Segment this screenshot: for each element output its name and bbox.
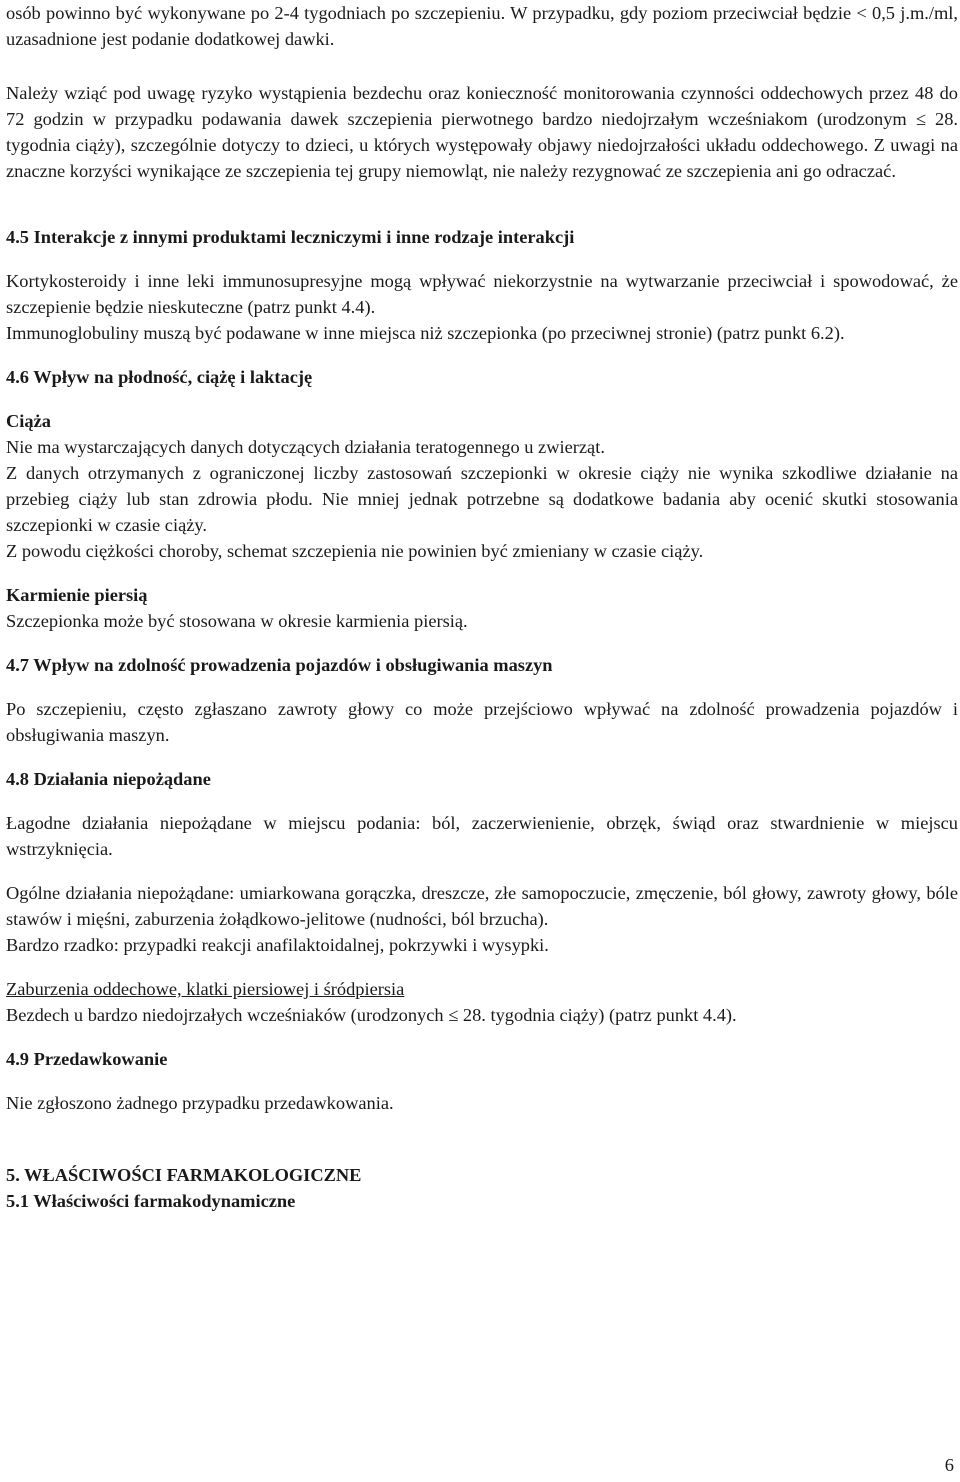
section-4-6-paragraph-2: Z danych otrzymanych z ograniczonej liczby zastosowań szczepionki w okresie ciąży nie wynika szkodliwe działanie na przebieg ciąży lub stan zdrowia płodu. Nie mniej jednak potrzebne są dodatkowe badania aby ocenić skutki stosowania szczepionki w czasie ciąży. — [6, 463, 958, 535]
section-4-5-paragraph-1: Kortykosteroidy i inne leki immunosupresyjne mogą wpływać niekorzystnie na wytwarzanie przeciwciał i spowodować, że szczepienie będzie nieskuteczne (patrz punkt 4.4). — [6, 271, 958, 317]
section-4-6-heading: 4.6 Wpływ na płodność, ciążę i laktację — [6, 367, 313, 387]
section-4-9-heading: 4.9 Przedawkowanie — [6, 1049, 168, 1069]
section-4-8-paragraph-2: Ogólne działania niepożądane: umiarkowana gorączka, dreszcze, złe samopoczucie, zmęczenie, ból głowy, zawroty głowy, bóle stawów i mięśni, zaburzenia żołądkowo-jelitowe (nudności, ból brzucha). — [6, 883, 958, 929]
section-4-7-heading: 4.7 Wpływ na zdolność prowadzenia pojazdów i obsługiwania maszyn — [6, 655, 553, 675]
section-4-6-paragraph-1: Nie ma wystarczających danych dotyczących działania teratogennego u zwierząt. — [6, 437, 605, 457]
document-page — [6, 0, 958, 1214]
section-4-7-paragraph-1: Po szczepieniu, często zgłaszano zawroty głowy co może przejściowo wpływać na zdolność prowadzenia pojazdów i obsługiwania maszyn. — [6, 699, 958, 745]
less-equal-symbol: ≤ — [448, 1005, 459, 1025]
section-4-6-subheading-pregnancy: Ciąża — [6, 411, 51, 431]
section-4-8-heading: 4.8 Działania niepożądane — [6, 769, 211, 789]
less-equal-symbol: ≤ — [915, 109, 926, 129]
section-5-heading: 5. WŁAŚCIWOŚCI FARMAKOLOGICZNE — [6, 1165, 362, 1185]
section-4-8-paragraph-1: Łagodne działania niepożądane w miejscu podania: ból, zaczerwienienie, obrzęk, świąd oraz stwardnienie w miejscu wstrzyknięcia. — [6, 813, 958, 859]
section-5-1-heading: 5.1 Właściwości farmakodynamiczne — [6, 1191, 296, 1211]
section-4-8-paragraph-4 — [6, 1002, 958, 1028]
paragraph-apnea-risk-part1: Należy wziąć pod uwagę ryzyko wystąpienia bezdechu oraz konieczność monitorowania czynności oddechowych przez 48 do 72 godzin w przypadku podawania dawek szczepienia pierwotnego bardzo niedojrzałym wcześniakom (urodzonym — [6, 83, 958, 129]
section-4-5-heading: 4.5 Interakcje z innymi produktami leczniczymi i inne rodzaje interakcji — [6, 227, 575, 247]
section-4-6-paragraph-3: Z powodu ciężkości choroby, schemat szczepienia nie powinien być zmieniany w czasie ciąży. — [6, 541, 704, 561]
page-number: 6 — [944, 1455, 954, 1475]
paragraph-antibody-level: osób powinno być wykonywane po 2-4 tygodniach po szczepieniu. W przypadku, gdy poziom przeciwciał będzie < 0,5 j.m./ml, uzasadnione jest podanie dodatkowej dawki. — [6, 3, 958, 49]
section-4-6-paragraph-4: Szczepionka może być stosowana w okresie karmienia piersią. — [6, 611, 468, 631]
section-4-8-paragraph-4-part2: 28. tygodnia ciąży) (patrz punkt 4.4). — [458, 1005, 737, 1025]
section-4-8-subheading-respiratory: Zaburzenia oddechowe, klatki piersiowej i śródpiersia — [6, 979, 405, 999]
section-4-8-paragraph-4-part1: Bezdech u bardzo niedojrzałych wcześniaków (urodzonych — [6, 1005, 449, 1025]
paragraph-apnea-risk-part2: 28. tygodnia ciąży), szczególnie dotyczy to dzieci, u których występowały objawy niedojrzałości układu oddechowego. Z uwagi na znaczne korzyści wynikające ze szczepienia tej grupy niemowląt, nie należy rezygnować ze szczepienia ani go odraczać. — [6, 109, 958, 181]
section-4-5-paragraph-2: Immunoglobuliny muszą być podawane w inne miejsca niż szczepionka (po przeciwnej stronie) (patrz punkt 6.2). — [6, 323, 845, 343]
section-4-6-subheading-breastfeeding: Karmienie piersią — [6, 585, 148, 605]
section-4-8-paragraph-3: Bardzo rzadko: przypadki reakcji anafilaktoidalnej, pokrzywki i wysypki. — [6, 935, 549, 955]
paragraph-apnea-risk — [6, 80, 958, 184]
section-4-9-paragraph-1: Nie zgłoszono żadnego przypadku przedawkowania. — [6, 1093, 394, 1113]
